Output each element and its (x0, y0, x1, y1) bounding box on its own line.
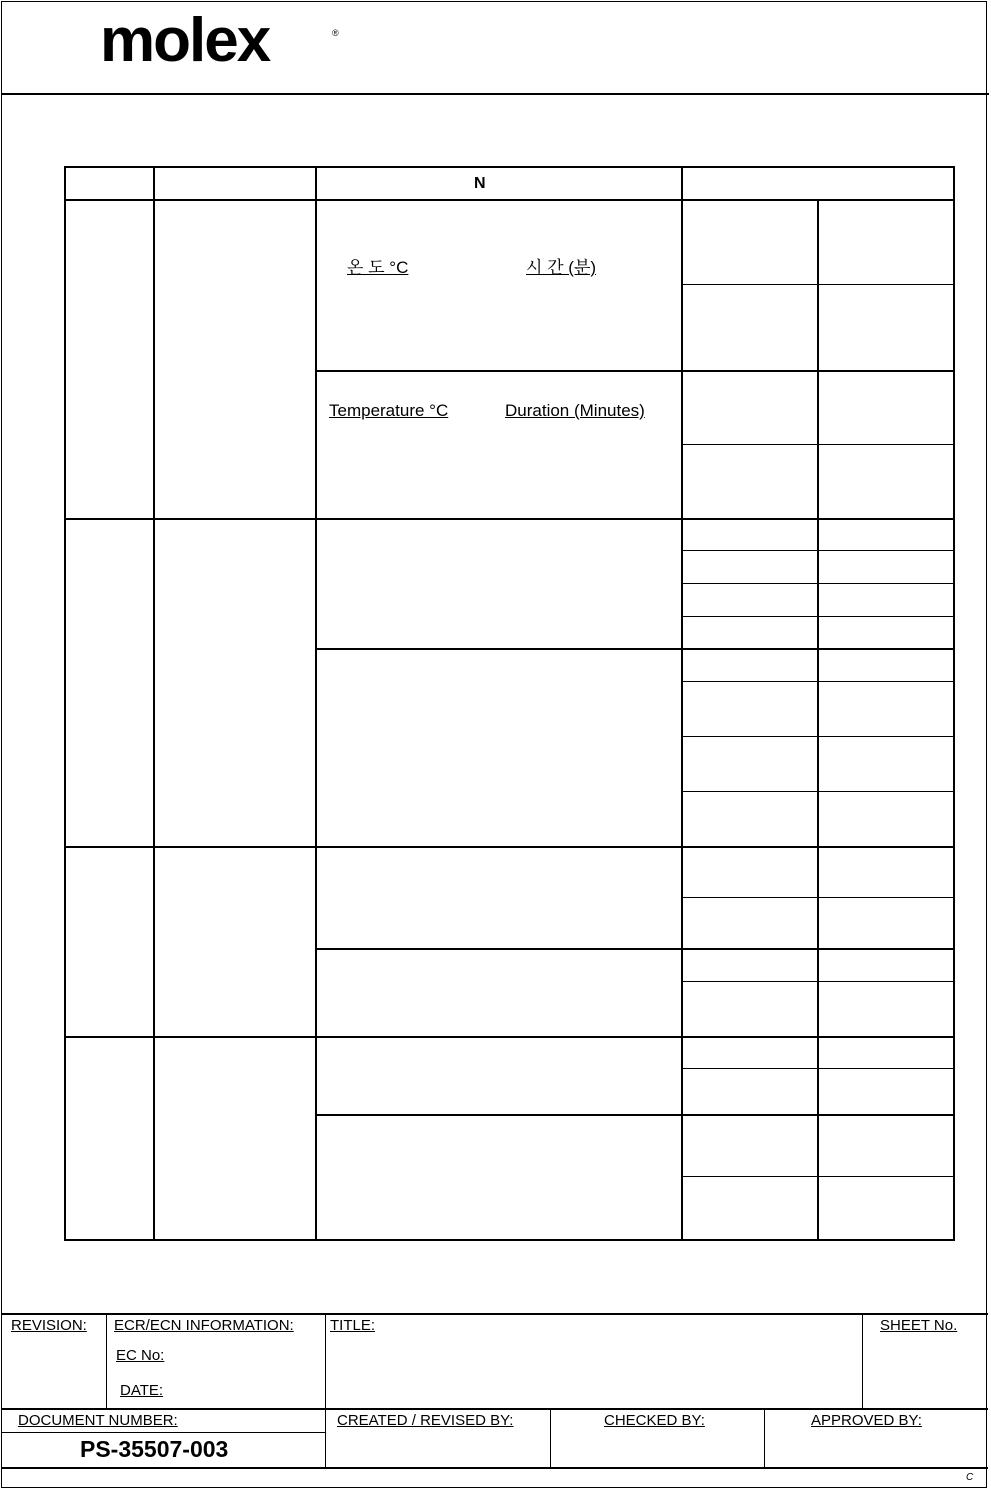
ec-no-label: EC No: (116, 1347, 165, 1364)
revision-label: REVISION: (11, 1317, 87, 1334)
r2-sub-f (682, 791, 955, 792)
col-line-3 (681, 166, 683, 1241)
r1-sub-b (682, 444, 955, 445)
date-label: DATE: (120, 1382, 164, 1399)
r2-sub-e (682, 736, 955, 737)
tb-top-line (1, 1313, 988, 1315)
tb-bottom-line (1, 1467, 988, 1469)
tb-v1 (106, 1314, 107, 1409)
english-duration-label: Duration (Minutes) (505, 401, 645, 420)
row-line-1 (64, 518, 955, 520)
tb-v2 (325, 1314, 326, 1468)
tb-v3 (862, 1314, 863, 1409)
footer-mark: C (966, 1472, 974, 1483)
ecr-label: ECR/ECN INFORMATION: (114, 1317, 294, 1334)
r3-split (316, 948, 955, 950)
created-label: CREATED / REVISED BY: (337, 1412, 514, 1429)
docnum-label: DOCUMENT NUMBER: (18, 1412, 178, 1429)
r2-sub-b (682, 583, 955, 584)
approved-label: APPROVED BY: (811, 1412, 922, 1429)
r2-split (316, 648, 955, 650)
r3-sub-a (682, 897, 955, 898)
r4-split (316, 1114, 955, 1116)
tb-docnum-line (1, 1432, 326, 1433)
header-row-line (64, 199, 955, 201)
tb-mid-line (1, 1408, 988, 1410)
korean-temp-label: 온 도 °C (347, 258, 409, 277)
r3-sub-b (682, 981, 955, 982)
checked-label: CHECKED BY: (604, 1412, 705, 1429)
tb-v4 (550, 1409, 551, 1468)
header-n-label: N (474, 175, 486, 192)
molex-logo: molex (100, 6, 270, 75)
col-line-4 (817, 200, 819, 1241)
header-divider (1, 93, 989, 95)
table-border (64, 166, 955, 1241)
r4-sub-a (682, 1068, 955, 1069)
col-line-1 (153, 166, 155, 1241)
row-line-2 (64, 846, 955, 848)
r1-split (316, 370, 955, 372)
r2-sub-c (682, 616, 955, 617)
tb-v5 (764, 1409, 765, 1468)
col-line-2 (315, 166, 317, 1241)
title-label: TITLE: (330, 1317, 376, 1334)
r1-sub-a (682, 284, 955, 285)
r4-sub-b (682, 1176, 955, 1177)
sheet-label: SHEET No. (880, 1317, 958, 1334)
r2-sub-a (682, 550, 955, 551)
row-line-3 (64, 1036, 955, 1038)
english-temp-label: Temperature °C (329, 401, 449, 420)
korean-duration-label: 시 간 (분) (526, 258, 597, 277)
docnum-value: PS-35507-003 (80, 1436, 229, 1462)
r2-sub-d (682, 681, 955, 682)
registered-mark: ® (332, 28, 339, 38)
